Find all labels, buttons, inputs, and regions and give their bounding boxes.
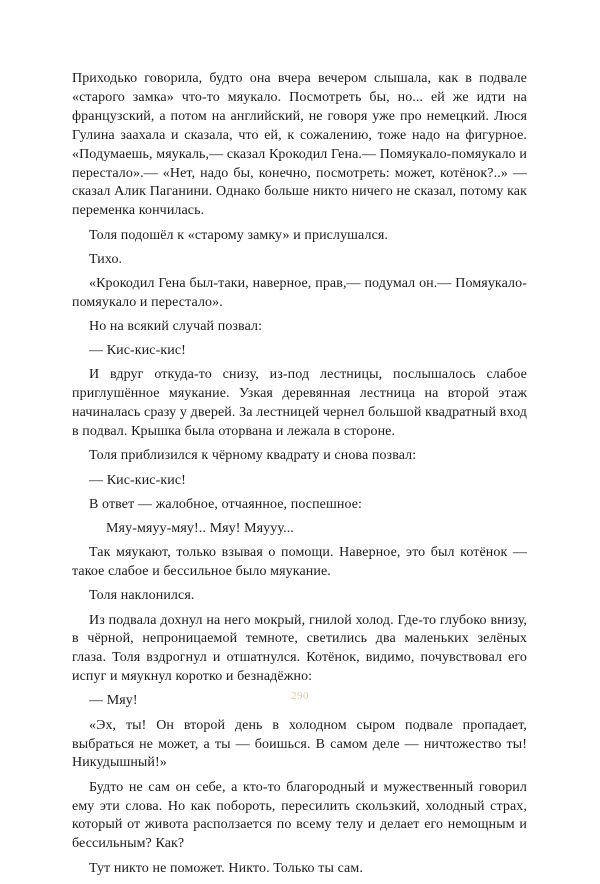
paragraph: Будто не сам он себе, а кто-то благородный и мужественный говорил ему эти слова. Но как побороть, пересилить скользкий, холодный страх, который от живота расползается по всему телу и делает его немощным и бессильным? Как? (72, 779, 527, 852)
body-text (72, 70, 527, 884)
dialogue-line: — Мяу! (89, 693, 138, 709)
paragraph: Из подвала дохнул на него мокрый, гнилой холод. Где-то глубоко внизу, в чёрной, непроницаемой темноте, светились два маленьких зелёных глаза. Толя вздрогнул и отшатнулся. Котёнок, видимо, почувствовал его испуг и мяукнул коротко и безнадёжно: (72, 612, 527, 685)
paragraph: Толя приблизился к чёрному квадрату и снова позвал: (89, 448, 417, 464)
dialogue-line: Мяу-мяуу-мяу!.. Мяу! Мяууу... (106, 521, 294, 536)
paragraph: Приходько говорила, будто она вчера вечером слышала, как в подвале «старого замка» что-то мяукало. Посмотреть бы, но... ей же идти на французский, а потом на английский, не говоря уже про немецкий. Люся Гулина заахала и сказала, что ей, к сожалению, тоже надо на фигурное. «Подумаешь, мяукаль,— сказал Крокодил Гена.— Помяукало-помяукало и перестало».— «Нет, надо бы, конечно, посмотреть: может, котёнок?..» — сказал Алик Паганини. Однако больше никто ничего не сказал, потому как переменка кончилась. (72, 71, 527, 219)
paragraph: Так мяукают, только взывая о помощи. Наверное, это был котёнок — такое слабое и бессильное было мяукание. (72, 545, 527, 580)
paragraph: И вдруг откуда-то снизу, из-под лестницы, послышалось слабое приглушённое мяукание. Узкая деревянная лестница на второй этаж начиналась сразу у дверей. За лестницей чернел большой квадратный вход в подвал. Крышка была оторвана и лежала в стороне. (72, 367, 527, 440)
paragraph: В ответ — жалобное, отчаянное, поспешное: (89, 496, 363, 512)
paragraph: «Крокодил Гена был-таки, наверное, прав,— подумал он.— Помяукало-помяукало и перестало». (72, 275, 527, 310)
paragraph: «Эх, ты! Он второй день в холодном сыром подвале пропадает, выбраться не может, а ты — боишься. В самом деле — ничтожество ты! Никудышный!» (72, 717, 527, 771)
paragraph: Толя подошёл к «старому замку» и прислушался. (89, 227, 389, 243)
page-number: 290 (291, 690, 309, 702)
paragraph: Тут никто не поможет. Никто. Только ты сам. (89, 860, 363, 876)
dialogue-line: — Кис-кис-кис! (89, 472, 186, 488)
paragraph: Толя наклонился. (89, 588, 195, 604)
paragraph: Тихо. (89, 251, 123, 267)
dialogue-line: — Кис-кис-кис! (89, 343, 186, 359)
paragraph: Но на всякий случай позвал: (89, 319, 263, 335)
